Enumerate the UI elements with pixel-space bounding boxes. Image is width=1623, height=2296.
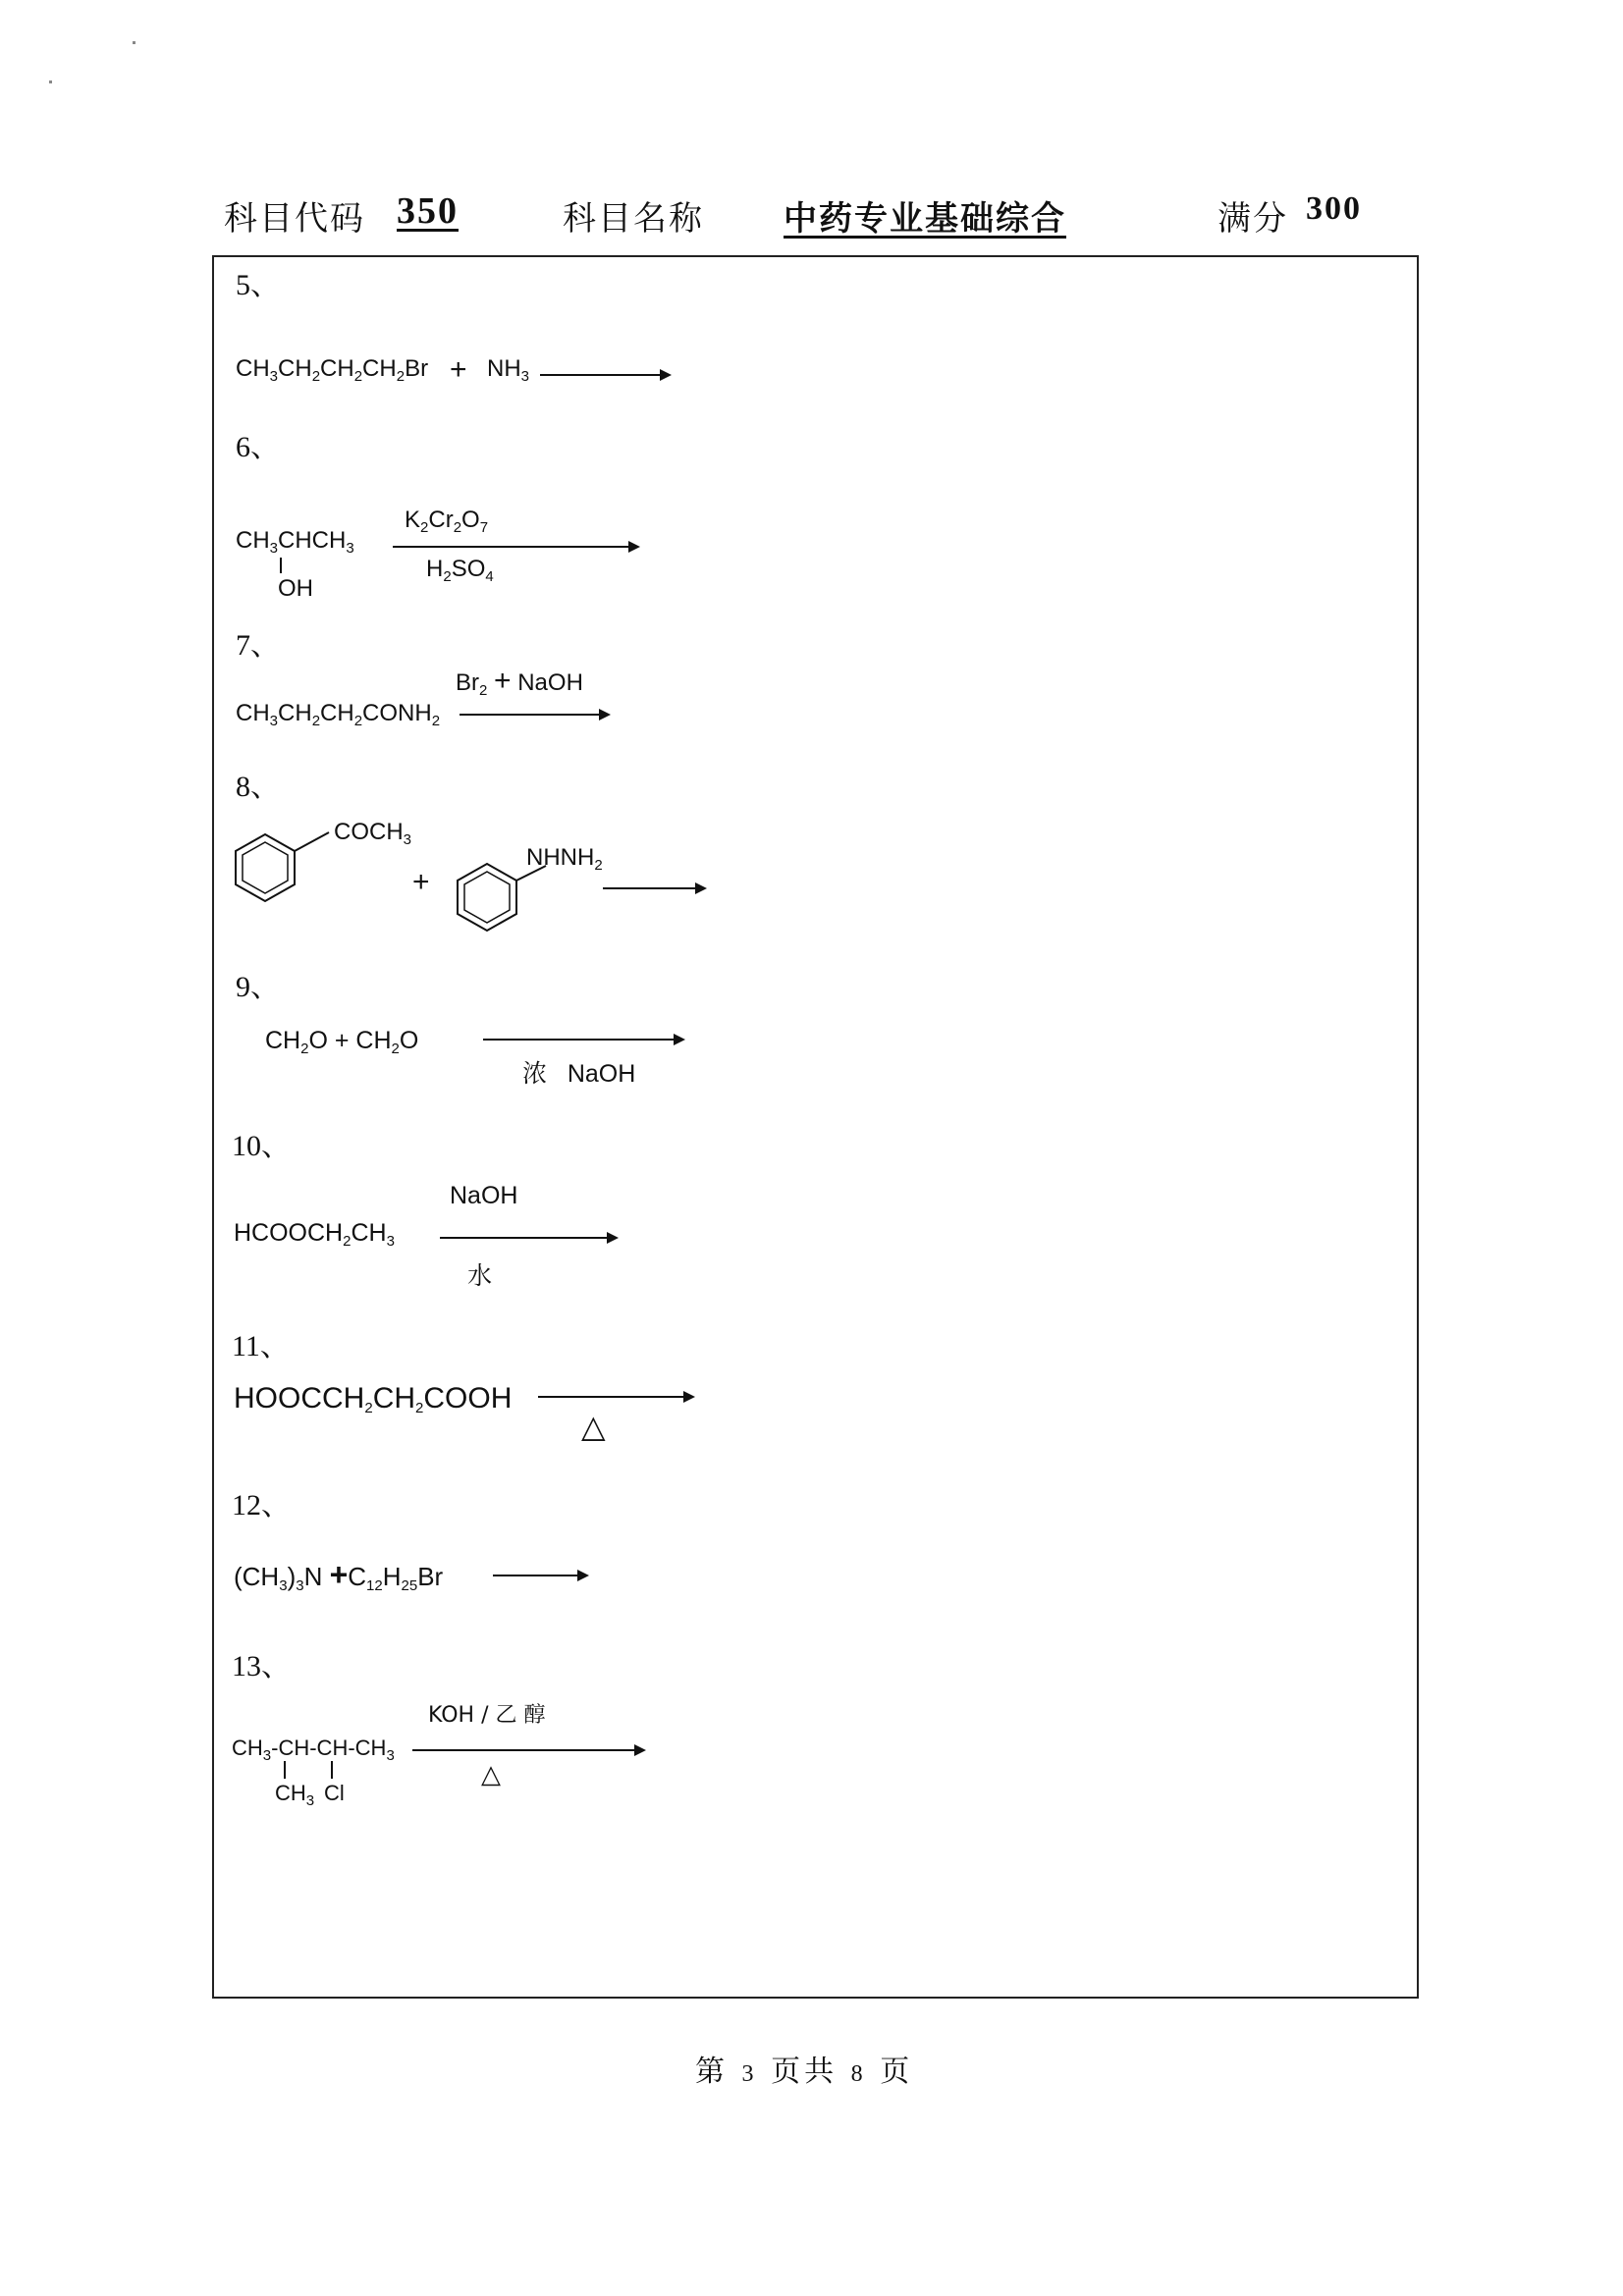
- reaction-arrow: [493, 1575, 587, 1576]
- question-number: 7、: [236, 629, 280, 662]
- q5-reagent: $NH_3$: [487, 355, 530, 385]
- q11-reactant: $HOOCCH_2CH_2COOH$: [234, 1382, 513, 1416]
- reaction-arrow: [460, 714, 609, 716]
- q13-chloro: Cl: [324, 1781, 345, 1805]
- reaction-arrow: [483, 1039, 683, 1041]
- q13-reactant: $CH_3-CH-CH-CH_3$: [232, 1735, 395, 1764]
- full-score-label: 满分: [1217, 199, 1288, 239]
- bond-line: [284, 1761, 286, 1779]
- q9-reactant: $CH_2O + CH_2O$: [265, 1027, 419, 1057]
- scan-speck: [49, 80, 52, 83]
- q13-methyl: $CH_3$: [275, 1781, 315, 1809]
- benzene-ring-icon: [226, 805, 334, 903]
- q10-reactant: $HCOOCH_2CH_3$: [234, 1219, 395, 1250]
- scan-speck: [133, 41, 135, 44]
- full-score-value: 300: [1306, 190, 1362, 227]
- q6-oxidant: $K_2Cr_2O_7$: [405, 507, 489, 536]
- reaction-arrow: [412, 1749, 644, 1751]
- question-number: 8、: [236, 771, 280, 803]
- q12-reactant: $(CH_3)_3N +C_{12}H_{25}Br$: [234, 1557, 444, 1594]
- reaction-arrow: [540, 374, 670, 376]
- q6-acid: $H_2SO_4$: [426, 556, 494, 585]
- q8-hydrazine: $NHNH_2$: [526, 844, 603, 874]
- q9-conditions: 浓 NaOH: [522, 1060, 636, 1088]
- question-number: 11、: [232, 1330, 290, 1362]
- question-number: 6、: [236, 431, 280, 463]
- reaction-arrow: [393, 546, 638, 548]
- subject-code-label: 科目代码: [224, 199, 365, 239]
- q10-solvent: 水: [467, 1262, 493, 1290]
- reaction-arrow: [538, 1396, 693, 1398]
- reaction-arrow: [603, 887, 705, 889]
- bond-line: [280, 558, 282, 573]
- question-number: 9、: [236, 971, 280, 1003]
- q7-reagent: $Br_2$ + NaOH: [456, 665, 583, 699]
- q13-conditions: KOH / 乙 醇: [428, 1703, 546, 1728]
- subject-code-value: 350: [397, 190, 459, 232]
- q8-plus: +: [412, 866, 430, 898]
- question-number: 5、: [236, 269, 280, 301]
- subject-name-value: 中药专业基础综合: [784, 199, 1066, 239]
- subject-name-label: 科目名称: [563, 199, 704, 239]
- q8-acetyl: $COCH_3$: [334, 819, 412, 848]
- page-indicator: 第 3 页共 8 页: [695, 2055, 914, 2089]
- q5-reactant: $CH_3CH_2CH_2CH_2Br$: [236, 355, 429, 385]
- question-number: 12、: [232, 1489, 291, 1522]
- q11-heat-icon: △: [581, 1409, 606, 1444]
- question-number: 10、: [232, 1130, 291, 1162]
- q7-reactant: $CH_3CH_2CH_2CONH_2$: [236, 700, 441, 729]
- bond-line: [331, 1761, 333, 1779]
- q13-heat-icon: △: [481, 1759, 501, 1789]
- q10-reagent: NaOH: [450, 1182, 518, 1209]
- reaction-arrow: [440, 1237, 617, 1239]
- question-number: 13、: [232, 1650, 291, 1682]
- q6-hydroxyl: OH: [278, 575, 313, 602]
- q5-plus: +: [450, 353, 467, 386]
- q6-reactant: $CH_3CHCH_3$: [236, 527, 354, 557]
